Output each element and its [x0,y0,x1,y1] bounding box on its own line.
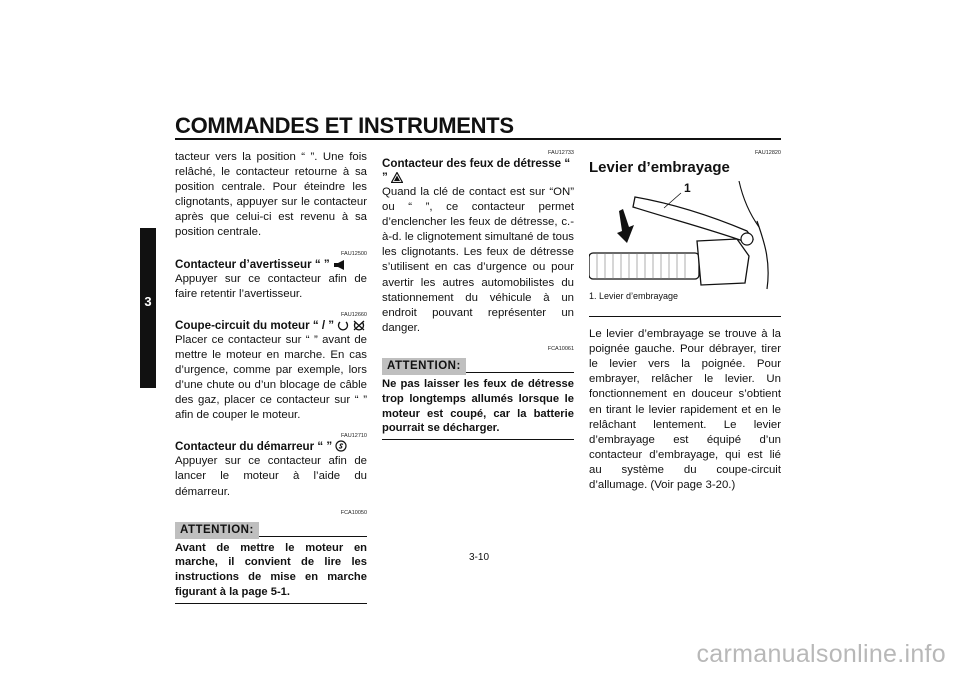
page-title: COMMANDES ET INSTRUMENTS [175,113,514,138]
attn1-code: FCA10050 [340,509,367,516]
intro-text: tacteur vers la position “ ”. Une fois relâché, le contacteur retourne à sa position centrale. Pour éteindre les clignotants, appuyer sur le contacteur après que celui-ci est revenu à sa position centrale. [175,151,367,239]
engine-stop-icon [353,320,365,331]
hazard-text-body: Quand la clé de contact est sur “ON” ou “ ”, ce contacteur permet d’enclencher les feux de détresse, c.-à-d. le clignotement simultané de tous les clignotants. Les feux de détresse s’utilisent en cas d’urgence ou pour avertir les autres automobilistes du stationnement du véhicule à un endroit pouvant représenter un danger. [382,186,574,334]
horn-icon [333,260,347,270]
column-2 [382,150,574,440]
stop-text: Placer ce contacteur sur “ ” avant de mettre le moteur en marche. En cas d’urgence, comme par exemple, lors d’une chute ou d’un blocage de câble des gaz, placer ce contacteur sur “ ” afin de couper le moteur. [175,333,367,422]
horn-heading-text: Contacteur d’avertisseur “ ” [175,257,330,271]
attention-header-1 [175,521,367,537]
stop-heading [175,319,367,333]
clutch-lever-drawing [589,181,781,291]
attention-text-1: Avant de mettre le moteur en marche, il convient de lire les instructions de mise en marche figurant à la page 5-1. [175,537,367,604]
hazard-text [382,185,574,336]
attention-header-2 [382,357,574,373]
start-heading [175,440,367,454]
page-number: 3-10 [469,552,490,563]
column-1 [175,150,367,604]
hazard-code: FAU12733 [548,150,574,156]
hazard-heading [382,157,574,185]
turn-signal-continued [175,150,367,241]
column-3 [589,150,781,493]
hazard-heading-text: Contacteur des feux de détresse “ ” [382,157,571,184]
chapter-tab [140,228,156,388]
header-rule [175,138,781,140]
start-text: Appuyer sur ce contacteur afin de lancer le moteur à l’aide du démarreur. [175,455,367,498]
horn-code: FAU12500 [341,250,367,257]
hazard-icon [391,172,403,183]
clutch-heading: Levier d’embrayage [589,159,730,176]
watermark: carmanualsonline.info [696,640,946,668]
horn-text: Appuyer sur ce contacteur afin de faire retentir l’avertisseur. [175,272,367,300]
engine-run-icon [337,320,349,331]
start-code: FAU12710 [341,433,367,440]
figure-caption: 1. Levier d’embrayage [589,289,781,317]
stop-heading-text: Coupe-circuit du moteur “ / ” [175,318,335,332]
stop-code: FAU12660 [341,311,367,318]
start-heading-text: Contacteur du démarreur “ ” [175,440,333,454]
attention-text-2: Ne pas laisser les feux de détresse trop longtemps allumés lorsque le moteur est coupé, car la batterie pourrait se décharger. [382,373,574,440]
attn2-code: FCA10061 [547,345,574,352]
clutch-text: Le levier d’embrayage se trouve à la poignée gauche. Pour débrayer, tirer le levier vers la poignée. Pour embrayer, relâcher le levier. Un fonctionnement en douceur s’obtient en tirant le levier rapidement et en le relâchant lentement. Le levier d’embrayage est équipé d’un contacteur d’embrayage, qui est lié au système du coupe-circuit d’allumage. (Voir page 3-20.) [589,328,781,492]
clutch-lever-figure [589,181,781,281]
figure-callout-1: 1 [684,181,691,195]
horn-heading [175,258,367,272]
starter-icon [335,440,347,452]
chapter-number: 3 [144,294,152,309]
attention-label-2: ATTENTION: [382,358,466,375]
clutch-code: FAU12820 [755,150,781,156]
attention-label-1: ATTENTION: [175,522,259,539]
